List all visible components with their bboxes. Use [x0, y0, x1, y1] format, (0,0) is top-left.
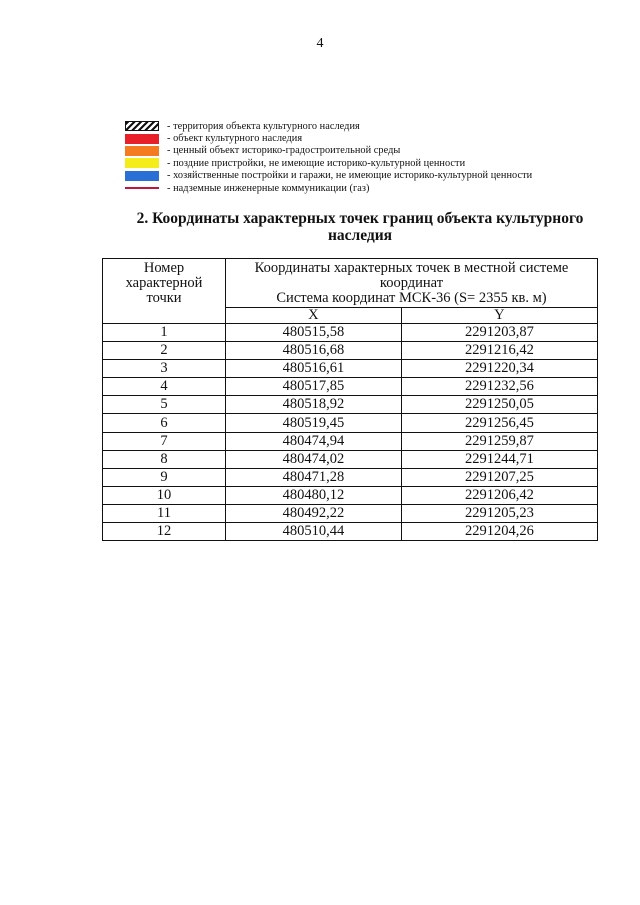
- point-number-cell: 8: [103, 450, 226, 468]
- coordinates-header-line1: Координаты характерных точек в местной системе: [254, 260, 569, 276]
- y-coordinate-cell: 2291204,26: [401, 523, 597, 541]
- x-coordinate-cell: 480471,28: [226, 468, 402, 486]
- legend-item: [125, 182, 532, 194]
- legend-swatch: [125, 134, 159, 144]
- x-coordinate-cell: 480515,58: [226, 324, 402, 342]
- point-number-cell: 1: [103, 324, 226, 342]
- point-number-cell: 5: [103, 396, 226, 414]
- legend-label: - ценный объект историко-градостроительной среды: [167, 145, 401, 157]
- x-coordinate-cell: 480492,22: [226, 504, 402, 522]
- legend-swatch: [125, 121, 159, 131]
- table-row: [103, 468, 598, 486]
- x-coordinate-cell: 480518,92: [226, 396, 402, 414]
- y-coordinate-cell: 2291244,71: [401, 450, 597, 468]
- y-coordinate-cell: 2291216,42: [401, 342, 597, 360]
- coordinates-header-line3: Система координат МСК-36 (S= 2355 кв. м): [276, 290, 547, 306]
- point-number-header-line2: характерной: [125, 275, 203, 291]
- page-number: 4: [316, 36, 324, 51]
- point-number-header-line3: точки: [146, 290, 182, 306]
- table-row: [103, 342, 598, 360]
- table-row: [103, 360, 598, 378]
- point-number-cell: 12: [103, 523, 226, 541]
- x-coordinate-cell: 480474,94: [226, 432, 402, 450]
- table-row: [103, 414, 598, 432]
- y-coordinate-cell: 2291250,05: [401, 396, 597, 414]
- y-coordinate-cell: 2291207,25: [401, 468, 597, 486]
- legend-item: [125, 170, 532, 182]
- legend-label: - поздние пристройки, не имеющие историко-культурной ценности: [167, 157, 466, 169]
- x-column-header: X: [226, 308, 402, 324]
- coordinates-rows: [103, 324, 598, 541]
- x-coordinate-cell: 480519,45: [226, 414, 402, 432]
- map-legend: [125, 120, 532, 194]
- section-heading-line1: 2. Координаты характерных точек границ объекта культурного: [136, 210, 584, 227]
- table-row: [103, 486, 598, 504]
- table-row: [103, 504, 598, 522]
- x-coordinate-cell: 480516,61: [226, 360, 402, 378]
- legend-swatch: [125, 171, 159, 181]
- x-coordinate-cell: 480480,12: [226, 486, 402, 504]
- table-row: [103, 450, 598, 468]
- legend-swatch: [125, 158, 159, 168]
- x-coordinate-cell: 480474,02: [226, 450, 402, 468]
- point-number-cell: 7: [103, 432, 226, 450]
- legend-item: [125, 120, 532, 132]
- point-number-cell: 3: [103, 360, 226, 378]
- y-column-header: Y: [401, 308, 597, 324]
- legend-item: [125, 157, 532, 169]
- point-number-cell: 10: [103, 486, 226, 504]
- y-coordinate-cell: 2291220,34: [401, 360, 597, 378]
- y-coordinate-cell: 2291206,42: [401, 486, 597, 504]
- point-number-cell: 11: [103, 504, 226, 522]
- y-coordinate-cell: 2291259,87: [401, 432, 597, 450]
- point-number-cell: 9: [103, 468, 226, 486]
- x-coordinate-cell: 480517,85: [226, 378, 402, 396]
- legend-label: - объект культурного наследия: [167, 133, 303, 145]
- legend-item: [125, 132, 532, 144]
- coordinates-table: [102, 258, 598, 541]
- table-row: [103, 396, 598, 414]
- y-coordinate-cell: 2291256,45: [401, 414, 597, 432]
- legend-line-symbol: [125, 187, 159, 189]
- coordinates-header: [226, 259, 598, 308]
- table-row: [103, 324, 598, 342]
- legend-item: [125, 145, 532, 157]
- legend-label: - территория объекта культурного наследия: [167, 120, 360, 132]
- point-number-header: [103, 259, 226, 324]
- table-row: [103, 378, 598, 396]
- point-number-cell: 6: [103, 414, 226, 432]
- legend-label: - хозяйственные постройки и гаражи, не имеющие историко-культурной ценности: [167, 170, 533, 182]
- point-number-cell: 4: [103, 378, 226, 396]
- section-heading: [125, 210, 595, 244]
- y-coordinate-cell: 2291205,23: [401, 504, 597, 522]
- x-coordinate-cell: 480516,68: [226, 342, 402, 360]
- legend-label: - надземные инженерные коммуникации (газ): [167, 182, 370, 194]
- x-coordinate-cell: 480510,44: [226, 523, 402, 541]
- legend-swatch: [125, 146, 159, 156]
- table-row: [103, 432, 598, 450]
- coordinates-header-line2: координат: [379, 275, 444, 291]
- section-heading-line2: наследия: [327, 227, 393, 244]
- y-coordinate-cell: 2291203,87: [401, 324, 597, 342]
- table-row: [103, 523, 598, 541]
- point-number-cell: 2: [103, 342, 226, 360]
- y-coordinate-cell: 2291232,56: [401, 378, 597, 396]
- point-number-header-line1: Номер: [143, 260, 185, 276]
